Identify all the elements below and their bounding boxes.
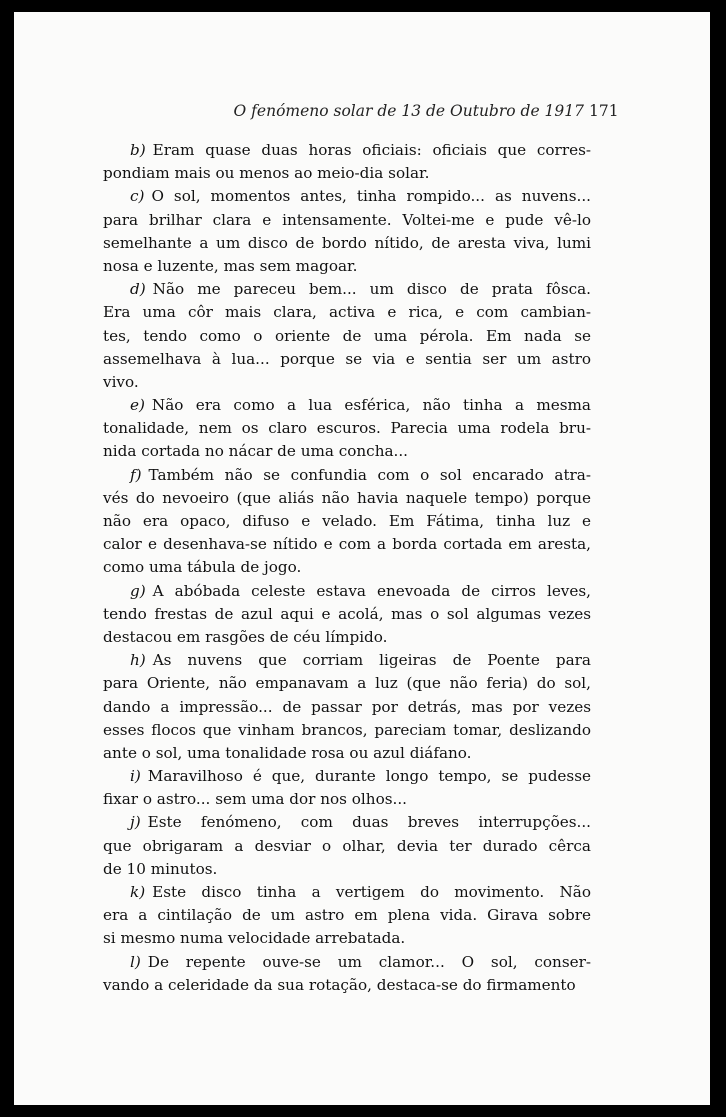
text-line xyxy=(103,348,591,371)
line-text: Maravilhoso é que, durante longo tempo, se pudesse xyxy=(147,767,591,786)
paragraph-label: l) xyxy=(130,952,141,971)
line-text: Não me pareceu bem... um disco de prata fôsca. xyxy=(152,280,591,299)
text-line xyxy=(103,951,591,974)
page-header xyxy=(54,102,619,126)
text-line xyxy=(103,649,591,672)
text-line xyxy=(103,603,591,626)
text-line xyxy=(103,811,591,834)
line-text: pondiam mais ou menos ao meio-dia solar. xyxy=(103,164,430,183)
text-line xyxy=(103,835,591,858)
text-line xyxy=(103,301,591,324)
text-line xyxy=(103,255,591,278)
paragraph-f xyxy=(103,464,591,580)
line-text: assemelhava à lua... porque se via e sentia ser um astro xyxy=(103,349,591,368)
paragraph-b xyxy=(103,139,591,185)
line-text: vivo. xyxy=(103,372,139,391)
line-text: nida cortada no nácar de uma concha... xyxy=(103,442,409,461)
text-line xyxy=(103,904,591,927)
paragraph-label: f) xyxy=(130,465,142,484)
text-line xyxy=(103,278,591,301)
text-line xyxy=(103,580,591,603)
line-text: que obrigaram a desviar o olhar, devia ter durado cêrca xyxy=(103,836,591,855)
paragraph-label: b) xyxy=(130,141,146,159)
page-number: 171 xyxy=(589,102,619,120)
paragraph-label: e) xyxy=(130,396,145,415)
paragraph-h xyxy=(103,649,591,765)
paragraph-d xyxy=(103,278,591,394)
line-text: para brilhar clara e intensamente. Voltei-me e pude vê-lo xyxy=(103,210,591,229)
text-line xyxy=(103,672,591,695)
line-text: semelhante a um disco de bordo nítido, de aresta viva, lumi xyxy=(103,233,591,252)
line-text: vés do nevoeiro (que aliás não havia naquele tempo) porque xyxy=(103,488,591,507)
line-text: tendo frestas de azul aqui e acolá, mas o sol algumas vezes xyxy=(103,604,591,623)
paragraph-label: c) xyxy=(130,187,145,206)
line-text: para Oriente, não empanavam a luz (que não feria) do sol, xyxy=(103,674,591,693)
text-line xyxy=(103,556,591,579)
text-line xyxy=(103,974,591,997)
line-text: Eram quase duas horas oficiais: oficiais que corres- xyxy=(152,141,591,159)
line-text: Também não se confundia com o sol encarado atra- xyxy=(148,465,591,484)
paragraph-c xyxy=(103,185,591,278)
text-line xyxy=(103,325,591,348)
line-text: Era uma côr mais clara, activa e rica, e com cambian- xyxy=(103,303,591,322)
paragraph-label: h) xyxy=(130,651,146,670)
text-line xyxy=(103,510,591,533)
line-text: As nuvens que corriam ligeiras de Poente para xyxy=(152,651,591,670)
text-line xyxy=(103,719,591,742)
paragraph-label: i) xyxy=(130,767,141,786)
text-line xyxy=(103,394,591,417)
text-line xyxy=(103,858,591,881)
paragraph-i xyxy=(103,765,591,811)
paragraph-g xyxy=(103,580,591,650)
text-line xyxy=(103,927,591,950)
line-text: De repente ouve-se um clamor... O sol, conser- xyxy=(147,952,591,971)
text-line xyxy=(103,487,591,510)
paragraph-label: d) xyxy=(130,280,146,299)
text-line xyxy=(103,788,591,811)
paragraph-e xyxy=(103,394,591,464)
line-text: esses flocos que vinham brancos, pareciam tomar, deslizando xyxy=(103,720,591,739)
line-text: O sol, momentos antes, tinha rompido... as nuvens... xyxy=(151,187,591,206)
line-text: A abóbada celeste estava enevoada de cirros leves, xyxy=(152,581,591,600)
line-text: nosa e luzente, mas sem magoar. xyxy=(103,256,358,275)
line-text: tonalidade, nem os claro escuros. Parecia uma rodela bru- xyxy=(103,419,591,438)
line-text: Este disco tinha a vertigem do movimento. Não xyxy=(152,883,591,901)
line-text: de 10 minutos. xyxy=(103,859,218,878)
text-line xyxy=(103,742,591,765)
text-line xyxy=(103,185,591,208)
book-page xyxy=(14,12,710,1105)
text-line xyxy=(103,533,591,556)
paragraph-k xyxy=(103,881,591,951)
text-line xyxy=(103,765,591,788)
text-line xyxy=(103,464,591,487)
paragraph-label: k) xyxy=(130,883,146,901)
line-text: Este fenómeno, com duas breves interrupções... xyxy=(147,813,591,832)
text-line xyxy=(103,139,591,162)
line-text: Não era como a lua esférica, não tinha a mesma xyxy=(151,396,591,415)
text-line xyxy=(103,440,591,463)
text-line xyxy=(103,417,591,440)
text-line xyxy=(103,881,591,904)
line-text: era a cintilação de um astro em plena vida. Girava sobre xyxy=(103,906,591,925)
paragraph-label: g) xyxy=(130,581,146,600)
text-line xyxy=(103,626,591,649)
text-line xyxy=(103,371,591,394)
paragraph-j xyxy=(103,811,591,881)
text-line xyxy=(103,209,591,232)
line-text: como uma tábula de jogo. xyxy=(103,558,302,577)
line-text: dando a impressão... de passar por detrás, mas por vezes xyxy=(103,697,591,716)
text-line xyxy=(103,232,591,255)
line-text: fixar o astro... sem uma dor nos olhos... xyxy=(103,790,407,809)
line-text: não era opaco, difuso e velado. Em Fátima, tinha luz e xyxy=(103,512,591,530)
line-text: destacou em rasgões de céu límpido. xyxy=(103,627,388,646)
text-line xyxy=(103,162,591,185)
paragraph-label: j) xyxy=(130,813,141,832)
line-text: vando a celeridade da sua rotação, destaca-se do firmamento xyxy=(103,975,576,994)
running-title: O fenómeno solar de 13 de Outubro de 1917 xyxy=(233,102,584,120)
text-line xyxy=(103,696,591,719)
body-text xyxy=(103,139,591,997)
line-text: tes, tendo como o oriente de uma pérola. Em nada se xyxy=(103,326,591,345)
line-text: si mesmo numa velocidade arrebatada. xyxy=(103,929,406,948)
paragraph-l xyxy=(103,951,591,997)
line-text: calor e desenhava-se nítido e com a borda cortada em aresta, xyxy=(103,535,591,554)
line-text: ante o sol, uma tonalidade rosa ou azul diáfano. xyxy=(103,743,472,762)
